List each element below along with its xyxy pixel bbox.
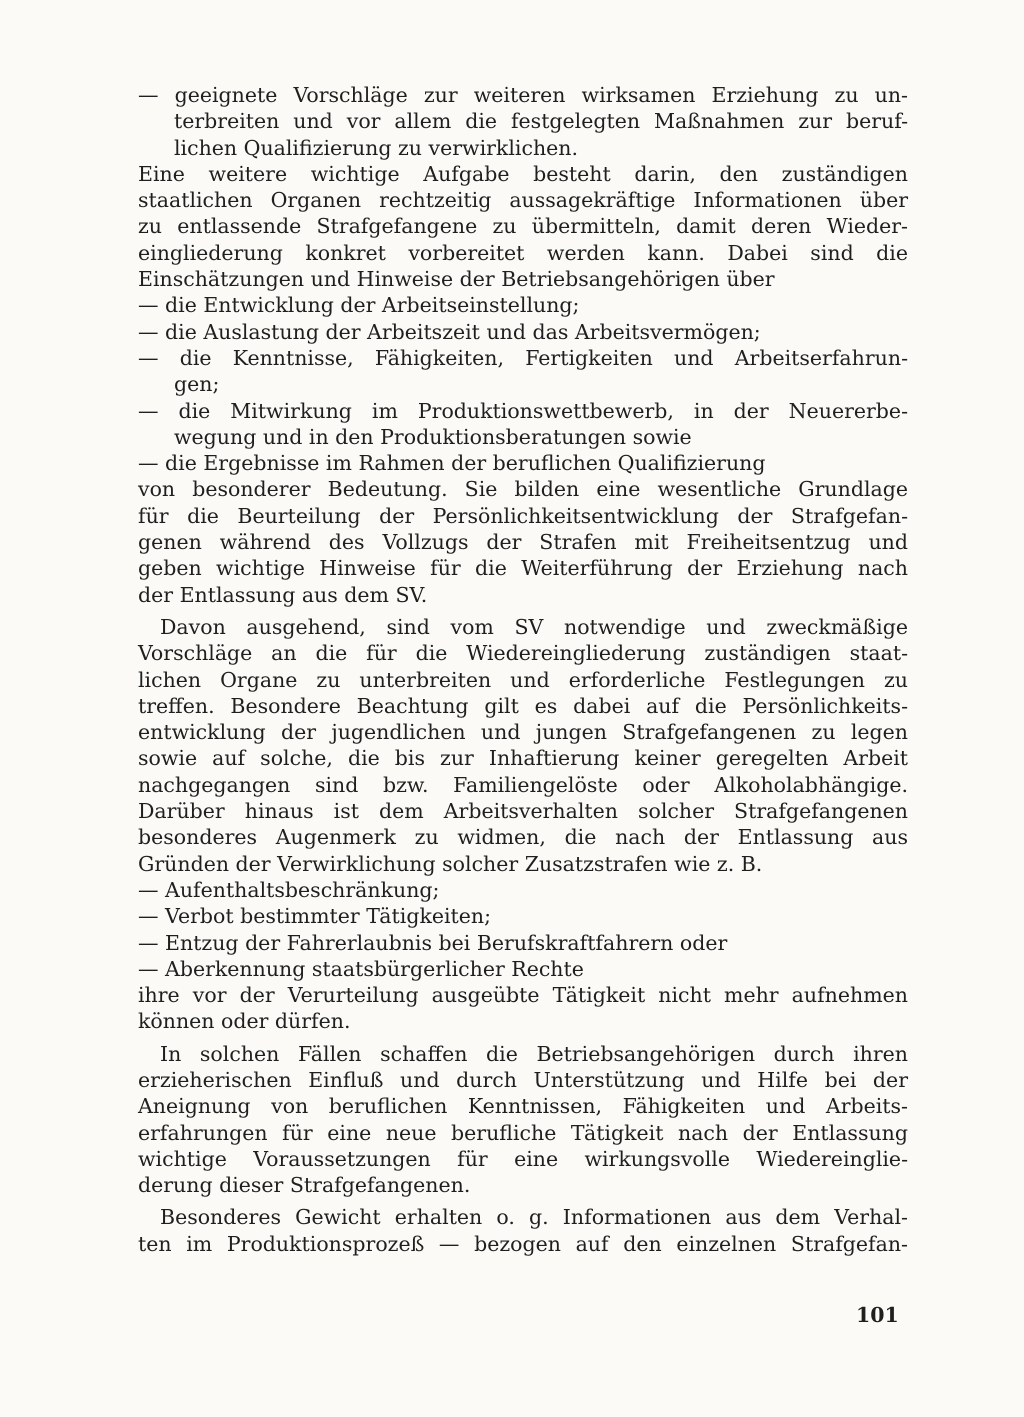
text-line: der Entlassung aus dem SV. xyxy=(138,582,428,607)
text-line: Eine weitere wichtige Aufgabe besteht darin, den zuständigen xyxy=(138,161,908,186)
body-text xyxy=(138,82,908,1257)
text-line: gen; xyxy=(174,372,220,397)
text-line: Gründen der Verwirklichung solcher Zusatzstrafen wie z. B. xyxy=(138,851,763,876)
text-line: erzieherischen Einfluß und durch Unterstützung und Hilfe bei der xyxy=(138,1067,908,1092)
text-line: — die Mitwirkung im Produktionswettbewerb, in der Neuererbe- xyxy=(138,398,908,423)
text-line: Einschätzungen und Hinweise der Betriebsangehörigen über xyxy=(138,267,775,292)
text-line: staatlichen Organen rechtzeitig aussagekräftige Informationen über xyxy=(138,188,908,213)
text-line: — Aberkennung staatsbürgerlicher Rechte xyxy=(138,956,584,981)
text-line: — geeignete Vorschläge zur weiteren wirksamen Erziehung zu un- xyxy=(138,83,908,107)
text-line: — Entzug der Fahrerlaubnis bei Berufskraftfahrern oder xyxy=(138,930,728,955)
text-line: — die Auslastung der Arbeitszeit und das Arbeitsvermögen; xyxy=(138,319,761,344)
text-line: derung dieser Strafgefangenen. xyxy=(138,1173,471,1198)
text-line: Aneignung von beruflichen Kenntnissen, Fähigkeiten und Arbeits- xyxy=(138,1094,908,1119)
text-line: — Verbot bestimmter Tätigkeiten; xyxy=(138,904,492,929)
text-line: — die Ergebnisse im Rahmen der beruflichen Qualifizierung xyxy=(138,451,766,476)
text-line: — die Kenntnisse, Fähigkeiten, Fertigkeiten und Arbeitserfahrun- xyxy=(138,345,908,370)
text-line: besonderes Augenmerk zu widmen, die nach der Entlassung aus xyxy=(138,825,908,850)
text-line: von besonderer Bedeutung. Sie bilden eine wesentliche Grundlage xyxy=(138,477,908,502)
text-line: lichen Qualifizierung zu verwirklichen. xyxy=(174,135,579,160)
text-line: geben wichtige Hinweise für die Weiterführung der Erziehung nach xyxy=(138,556,908,581)
text-line: für die Beurteilung der Persönlichkeitsentwicklung der Strafgefan- xyxy=(138,503,908,528)
text-line: können oder dürfen. xyxy=(138,1009,351,1034)
page-number: 101 xyxy=(856,1303,899,1327)
text-line: wegung und in den Produktionsberatungen sowie xyxy=(174,424,692,449)
text-line: Vorschläge an die für die Wiedereingliederung zuständigen staat- xyxy=(138,641,908,666)
text-line: — die Entwicklung der Arbeitseinstellung; xyxy=(138,293,580,318)
text-line: wichtige Voraussetzungen für eine wirkungsvolle Wiedereinglie- xyxy=(138,1146,908,1171)
text-line: entwicklung der jugendlichen und jungen Strafgefangenen zu legen xyxy=(138,720,908,745)
text-line: genen während des Vollzugs der Strafen mit Freiheitsentzug und xyxy=(138,530,908,555)
text-line: — Aufenthaltsbeschränkung; xyxy=(138,877,440,902)
text-line: eingliederung konkret vorbereitet werden kann. Dabei sind die xyxy=(138,240,908,265)
text-line: lichen Organe zu unterbreiten und erforderliche Festlegungen zu xyxy=(138,667,908,692)
text-line: treffen. Besondere Beachtung gilt es dabei auf die Persönlichkeits- xyxy=(138,693,908,718)
text-line: ihre vor der Verurteilung ausgeübte Tätigkeit nicht mehr aufnehmen xyxy=(138,983,908,1008)
text-line: Darüber hinaus ist dem Arbeitsverhalten solcher Strafgefangenen xyxy=(138,799,908,824)
text-line: Besonderes Gewicht erhalten o. g. Informationen aus dem Verhal- xyxy=(160,1205,908,1230)
text-line: zu entlassende Strafgefangene zu übermitteln, damit deren Wieder- xyxy=(138,214,908,239)
text-line: terbreiten und vor allem die festgelegten Maßnahmen zur beruf- xyxy=(174,109,908,134)
text-line: sowie auf solche, die bis zur Inhaftierung keiner geregelten Arbeit xyxy=(138,746,908,771)
text-line: erfahrungen für eine neue berufliche Tätigkeit nach der Entlassung xyxy=(138,1120,908,1145)
text-line: Davon ausgehend, sind vom SV notwendige und zweckmäßige xyxy=(160,614,908,639)
text-line: nachgegangen sind bzw. Familiengelöste oder Alkoholabhängige. xyxy=(138,772,908,797)
text-line: In solchen Fällen schaffen die Betriebsangehörigen durch ihren xyxy=(160,1041,908,1066)
text-line: ten im Produktionsprozeß — bezogen auf den einzelnen Strafgefan- xyxy=(138,1231,908,1256)
